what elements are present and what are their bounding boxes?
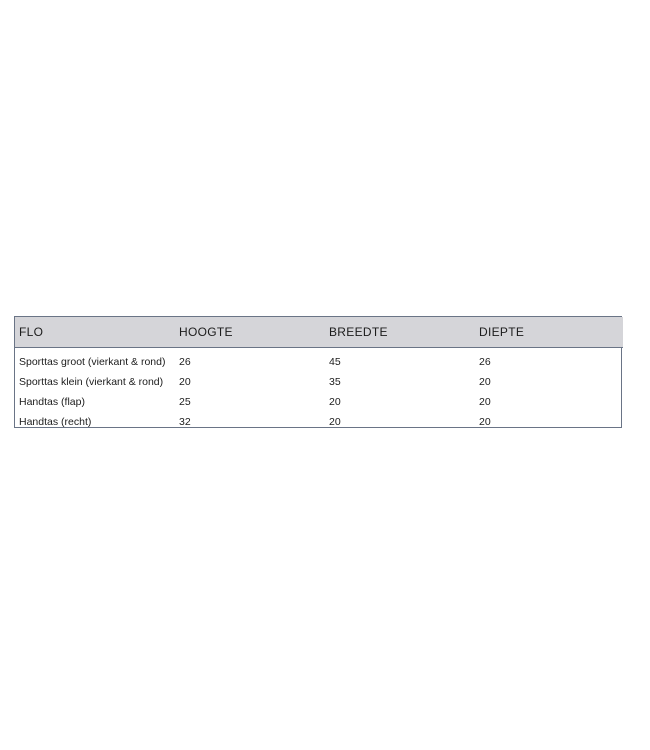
table-row [15, 392, 623, 412]
cell-breedte: 20 [329, 395, 341, 408]
cell-diepte: 26 [479, 355, 491, 368]
table-header-row [15, 317, 623, 347]
cell-name: Sporttas klein (vierkant & rond) [19, 375, 164, 388]
size-table-grid [15, 317, 623, 432]
cell-name: Sporttas groot (vierkant & rond) [19, 355, 166, 368]
header-hoogte: HOOGTE [175, 317, 325, 347]
cell-breedte: 45 [329, 355, 341, 368]
cell-hoogte: 26 [179, 355, 191, 368]
header-flo: FLO [15, 317, 175, 347]
cell-diepte: 20 [479, 395, 491, 408]
cell-breedte: 35 [329, 375, 341, 388]
size-table [14, 316, 622, 428]
cell-diepte: 20 [479, 375, 491, 388]
table-row [15, 372, 623, 392]
table-header [15, 317, 623, 347]
table-row [15, 412, 623, 432]
table-body [15, 347, 623, 432]
header-breedte: BREEDTE [325, 317, 475, 347]
cell-diepte: 20 [479, 415, 491, 428]
cell-hoogte: 20 [179, 375, 191, 388]
header-diepte: DIEPTE [475, 317, 623, 347]
cell-breedte: 20 [329, 415, 341, 428]
cell-hoogte: 32 [179, 415, 191, 428]
cell-hoogte: 25 [179, 395, 191, 408]
cell-name: Handtas (flap) [19, 395, 85, 408]
table-row [15, 347, 623, 372]
cell-name: Handtas (recht) [19, 415, 92, 428]
